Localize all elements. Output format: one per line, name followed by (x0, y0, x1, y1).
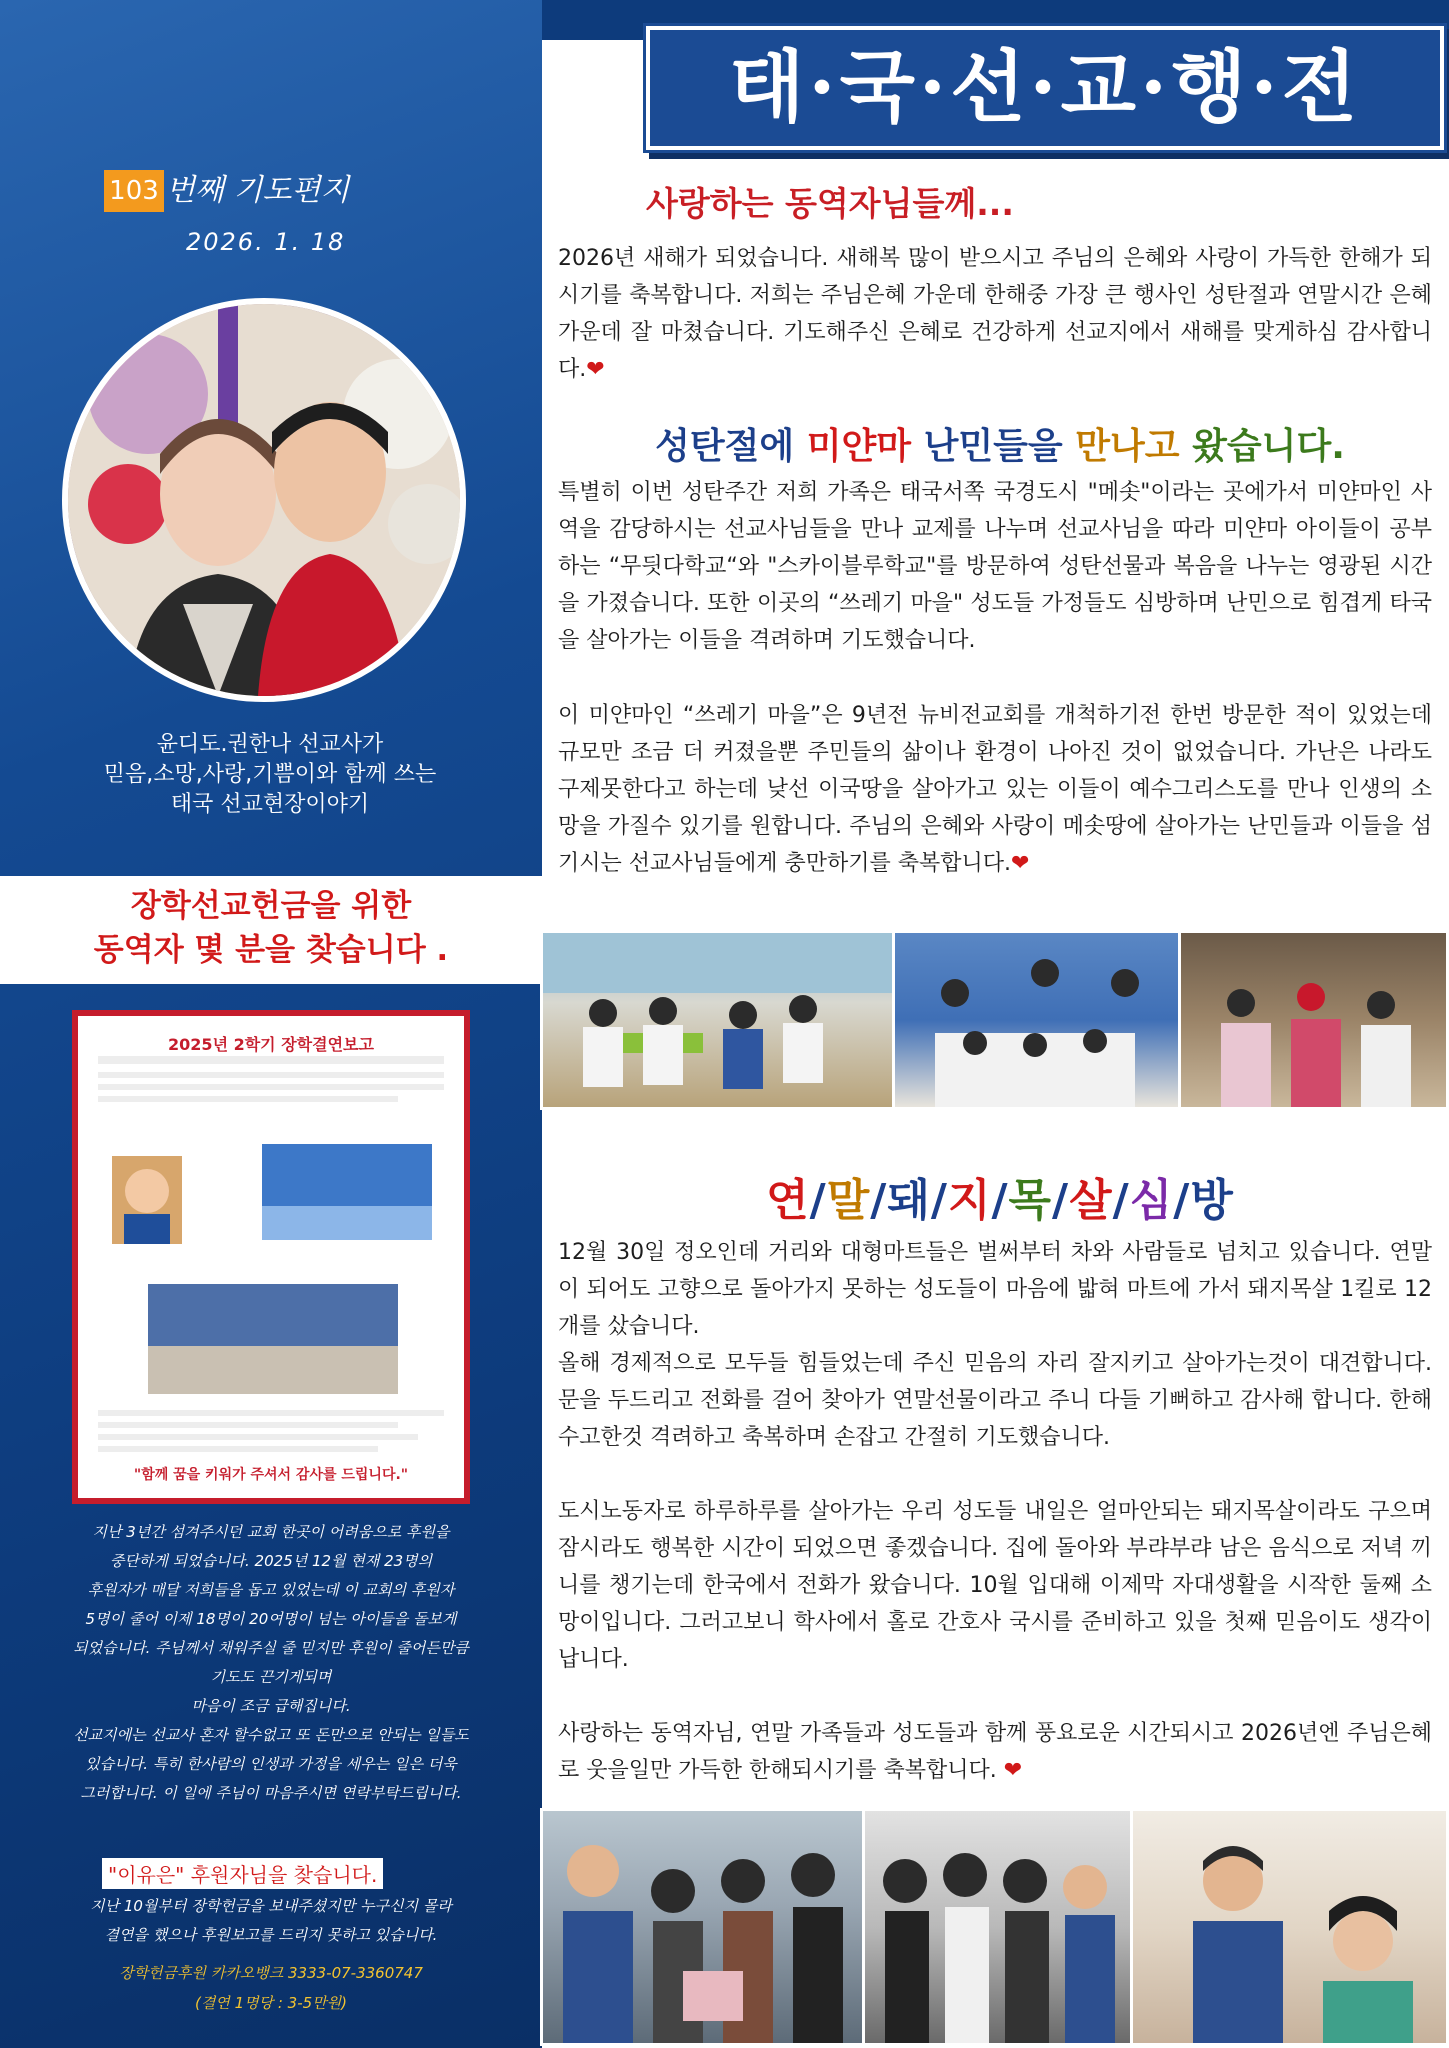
gift-delivery-photo (862, 1808, 1134, 2046)
notice-line: 결연을 했으나 후원보고를 드리지 못하고 있습니다. (104, 1926, 438, 1944)
notice-line: 지난 10월부터 장학헌금을 보내주셨지만 누구신지 몰라 (90, 1897, 452, 1915)
heart-icon: ❤ (586, 357, 605, 382)
scholarship-banner-text (0, 884, 542, 972)
sponsor-search-callout: "이유은" 후원자님을 찾습니다. (102, 1858, 383, 1889)
photo-illustration (1133, 1811, 1446, 2043)
notice-line: 마음이 조금 급해집니다. (191, 1697, 351, 1715)
missionary-line: 태국 선교현장이야기 (170, 792, 370, 817)
christmas-paragraph-1: 특별히 이번 성탄주간 저희 가족은 태국서쪽 국경도시 "메솟"이라는 곳에가서 미얀마인 사역을 감당하시는 선교사님들을 만나 교제를 나누며 선교사님을 따라 미얀마 아이들이 공부하는 “무딋다학교“와 "스카이블루학교"를 방문하여 성탄선물과 복음을 나누는 영광된 시간을 가졌습니다. 또한 이곳의 “쓰레기 마을" 성도들 가정들도 심방하며 난민으로 힘겹게 타국을 살아가는 이들을 격려하며 기도했습니다. (558, 480, 1432, 653)
greeting-heading: 사랑하는 동역자님들께... (646, 184, 1014, 223)
missionary-intro (40, 730, 500, 820)
heading-part: 성탄절에 (655, 426, 807, 467)
prayer-photo (1130, 1808, 1449, 2046)
heading-part: 난민들을 (923, 426, 1076, 467)
heart-icon: ❤ (1011, 851, 1030, 876)
banner-line: 동역자 몇 분을 찾습니다 . (93, 932, 449, 968)
christmas-section-heading (560, 418, 1440, 469)
christmas-gift-photo (892, 930, 1182, 1110)
heading-char: 심 (1129, 1175, 1174, 1226)
report-illustration (78, 1016, 464, 1498)
issue-number-badge: 103 (104, 170, 164, 212)
christmas-paragraph-2 (558, 697, 1432, 882)
letter-date: 2026. 1. 18 (186, 228, 346, 256)
heading-separator: / (870, 1175, 888, 1226)
heading-separator: / (809, 1175, 827, 1226)
notice-line: 중단하게 되었습니다. 2025년 12월 현재 23명의 (109, 1552, 433, 1570)
paragraph-text: 이 미얀마인 “쓰레기 마을”은 9년전 뉴비전교회를 개척하기전 한번 방문한 적이 있었는데 규모만 조금 더 커졌을뿐 주민들의 삶이나 환경이 나아진 것이 없었습니다. 가난은 나라도 구제못한다고 하는데 낮선 이국땅을 살아가고 있는 이들이 예수그리스도를 만나 인생의 소망을 가질수 있기를 원합니다. 주님의 은혜와 사랑이 메솟땅에 살아가는 난민들과 이들을 섬기시는 선교사님들에게 충만하기를 축복합니다. (558, 703, 1432, 876)
support-notice (40, 1518, 502, 1808)
school-visit-photo (540, 930, 896, 1110)
report-title: 2025년 2학기 장학결연보고 (168, 1035, 374, 1054)
heading-part: 만나고 (1075, 426, 1193, 467)
new-year-paragraph-1: 12월 30일 정오인데 거리와 대형마트들은 벌써부터 차와 사람들로 넘치고 있습니다. 연말이 되어도 고향으로 돌아가지 못하는 성도들이 마음에 밟혀 마트에 가서 돼지목살 1킬로 12개를 샀습니다. (558, 1240, 1432, 1339)
report-footer: "함께 꿈을 키워가 주셔서 감사를 드립니다." (133, 1467, 409, 1483)
new-year-visit-heading (560, 1164, 1440, 1228)
photo-illustration (543, 1811, 863, 2043)
sponsor-notice (40, 1892, 502, 1950)
intro-paragraph (558, 240, 1432, 388)
heading-separator: / (1173, 1175, 1191, 1226)
notice-line: 기도도 끈기게되며 (210, 1668, 332, 1686)
bank-account-info (40, 1958, 502, 2018)
notice-line: 지난 3년간 섬겨주시던 교회 한곳이 어려움으로 후원을 (92, 1523, 450, 1541)
photo-illustration (865, 1811, 1131, 2043)
notice-line: 선교지에는 선교사 혼자 할수없고 또 돈만으로 안되는 일들도 (73, 1726, 469, 1744)
heading-char: 연 (766, 1175, 810, 1226)
notice-line: 되었습니다. 주님께서 채워주실 줄 믿지만 후원이 줄어든만큼 (73, 1639, 469, 1657)
heading-char: 말 (826, 1175, 871, 1226)
heading-separator: / (1052, 1175, 1070, 1226)
intro-text: 2026년 새해가 되었습니다. 새해복 많이 받으시고 주님의 은혜와 사랑이 가득한 한해가 되시기를 축복합니다. 저희는 주님은혜 가운데 한해중 가장 큰 행사인 성탄절과 연말시간 은혜가운데 잘 마쳤습니다. 기도해주신 은혜로 건강하게 선교지에서 새해를 맞게하심 감사합니다. (558, 246, 1432, 382)
heading-char: 방 (1190, 1175, 1234, 1226)
account-line: 장학헌금후원 카카오뱅크 3333-07-3360747 (119, 1964, 423, 1982)
heading-char: 지 (947, 1175, 992, 1226)
heading-part: 미얀마 (806, 426, 924, 467)
missionary-couple-photo (62, 298, 466, 702)
heading-part: 왔습니다. (1192, 426, 1345, 467)
new-year-paragraph-2: 올해 경제적으로 모두들 힘들었는데 주신 믿음의 자리 잘지키고 살아가는것이 대견합니다. 문을 두드리고 전화를 걸어 찾아가 연말선물이라고 주니 다들 기뻐하고 감사해 합니다. 한해 수고한것 격려하고 축복하며 손잡고 간절히 기도했습니다. (558, 1351, 1432, 1450)
paragraph-text: 사랑하는 동역자님, 연말 가족들과 성도들과 함께 풍요로운 시간되시고 2026년엔 주님은혜로 웃을일만 가득한 한해되시기를 축복합니다. (558, 1721, 1432, 1783)
heading-separator: / (1112, 1175, 1130, 1226)
photo-illustration (895, 933, 1179, 1107)
notice-line: 후원자가 매달 저희들을 돕고 있었는데 이 교회의 후원자 (87, 1581, 455, 1599)
page-title: 태·국·선·교·행·전 (729, 42, 1361, 133)
notice-line: 그러합니다. 이 일에 주님이 마음주시면 연락부탁드립니다. (80, 1784, 462, 1802)
scholarship-report-image (72, 1010, 470, 1504)
heading-separator: / (991, 1175, 1009, 1226)
missionary-line: 윤디도.권한나 선교사가 (156, 732, 384, 757)
heading-separator: / (930, 1175, 948, 1226)
notice-line: 5명이 줄어 이제 18명이 20여명이 넘는 아이들을 돌보게 (85, 1610, 457, 1628)
banner-line: 장학선교헌금을 위한 (130, 888, 412, 924)
church-members-photo (540, 1808, 866, 2046)
notice-line: 있습니다. 특히 한사람의 인생과 가정을 세우는 일은 더욱 (85, 1755, 457, 1773)
new-year-paragraph-4 (558, 1715, 1432, 1789)
village-visit-photo (1178, 930, 1449, 1110)
photo-illustration (1181, 933, 1446, 1107)
heart-icon: ❤ (1003, 1758, 1023, 1783)
photo-illustration (68, 304, 460, 696)
heading-char: 돼 (887, 1175, 931, 1226)
photo-illustration (543, 933, 893, 1107)
missionary-line: 믿음,소망,사랑,기쁨이와 함께 쓰는 (103, 762, 437, 787)
account-line: (결연 1명당 : 3-5만원) (194, 1994, 348, 2012)
heading-char: 목 (1008, 1175, 1053, 1226)
new-year-paragraph-3: 도시노동자로 하루하루를 살아가는 우리 성도들 내일은 얼마안되는 돼지목살이라도 구으며 잠시라도 행복한 시간이 되었으면 좋겠습니다. 집에 돌아와 부랴부랴 남은 음식으로 저녁 끼니를 챙기는데 한국에서 전화가 왔습니다. 10월 입대해 이제막 자대생활을 시작한 둘째 소망이입니다. 그러고보니 학사에서 홀로 간호사 국시를 준비하고 있을 첫째 믿음이도 생각이 납니다. (558, 1499, 1432, 1672)
letter-title: 번째 기도편지 (166, 173, 350, 208)
heading-char: 살 (1069, 1175, 1113, 1226)
